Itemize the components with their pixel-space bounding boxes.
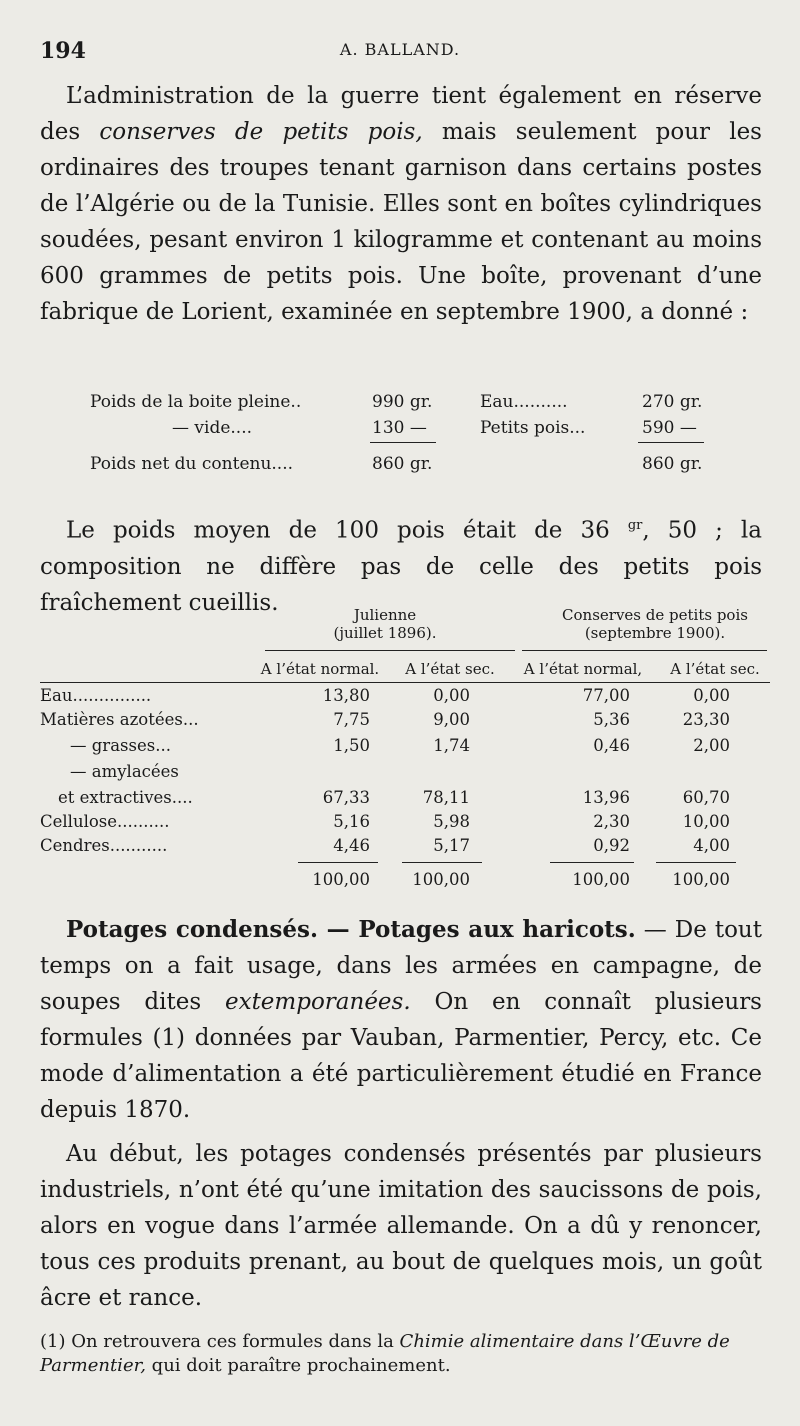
sum-rule — [298, 862, 378, 863]
sum-rule — [402, 862, 482, 863]
cell-value: 67,33 — [322, 788, 370, 807]
paragraph-text: Le poids moyen de 100 pois était de 36 — [66, 517, 628, 544]
cell-value: 2,30 — [593, 812, 630, 831]
cell-value: 4,00 — [693, 836, 730, 855]
footnote-text: qui doit paraître prochainement. — [145, 1355, 451, 1376]
running-head: A. BALLAND. — [339, 40, 461, 59]
total-value: 100,00 — [312, 870, 370, 889]
group-rule — [522, 650, 767, 651]
italic-term: extemporanées. — [224, 989, 411, 1015]
paragraph-text: , 50 ; la composition ne diffère pas de celle des petits pois fraîchement cueillis. — [40, 517, 762, 616]
cell-value: 1,74 — [433, 736, 470, 755]
sum-rule — [550, 862, 634, 863]
cell-value: 2,00 — [693, 736, 730, 755]
row-label: et extractives.... — [58, 788, 193, 807]
cell-value: 1,50 — [333, 736, 370, 755]
row-label: Cendres........... — [40, 836, 168, 855]
italic-term: conserves de petits pois, — [99, 119, 423, 145]
page-number: 194 — [40, 38, 86, 64]
row-label: — amylacées — [70, 762, 179, 781]
footnote — [40, 1330, 780, 1378]
paragraph-potages-condenses — [40, 912, 762, 1128]
paragraph-text: mais seulement pour les ordinaires des troupes tenant garnison dans certains postes de l’Algérie ou de la Tunisie. Elles sont en boîtes cylindriques soudées, pesant environ 1 kilogramme et contenant au moins 600 grammes de petits pois. Une boîte, provenant d’une fabrique de Lorient, examinée en septembre 1900, a donné : — [40, 119, 762, 325]
row-value: 130 — — [372, 418, 427, 438]
cell-value: 0,00 — [693, 686, 730, 705]
row-value: 860 gr. — [372, 454, 433, 474]
paragraph-text: — De tout temps on a fait usage, dans les armées en campagne, de soupes dites — [40, 917, 762, 1015]
row-value-2: 270 gr. — [642, 392, 703, 412]
cell-value: 0,00 — [433, 686, 470, 705]
cell-value: 60,70 — [682, 788, 730, 807]
column-header: A l’état normal. — [260, 660, 380, 678]
total-value: 100,00 — [672, 870, 730, 889]
table-row — [90, 454, 710, 482]
row-value-2: 590 — — [642, 418, 697, 438]
column-header: A l’état sec. — [670, 660, 760, 678]
row-label: Eau............... — [40, 686, 152, 705]
sum-rule — [656, 862, 736, 863]
cell-value: 0,46 — [593, 736, 630, 755]
table-row — [90, 392, 710, 420]
section-heading: Potages condensés. — Potages aux haricots. — [66, 916, 636, 943]
cell-value: 13,80 — [322, 686, 370, 705]
row-label: — grasses... — [70, 736, 171, 755]
paragraph-text: L’administration de la guerre tient également en réserve des — [40, 83, 762, 145]
italic-term: Chimie alimentaire dans l’Œuvre de Parmentier, — [40, 1331, 730, 1376]
row-value-2: 860 gr. — [642, 454, 703, 474]
cell-value: 78,11 — [422, 788, 470, 807]
footnote-text: (1) On retrouvera ces formules dans la — [40, 1331, 400, 1352]
cell-value: 10,00 — [682, 812, 730, 831]
column-header: A l’état normal, — [523, 660, 643, 678]
group-header-julienne: Julienne (juillet 1896). — [333, 606, 437, 642]
cell-value: 9,00 — [433, 710, 470, 729]
unit-superscript: gr — [627, 518, 643, 533]
total-value: 100,00 — [412, 870, 470, 889]
cell-value: 0,92 — [593, 836, 630, 855]
row-label: Cellulose.......... — [40, 812, 170, 831]
cell-value: 5,17 — [433, 836, 470, 855]
paragraph-text: Au début, les potages condensés présentés par plusieurs industriels, n’ont été qu’une imitation des saucissons de pois, alors en vogue dans l’armée allemande. On a dû y renoncer, tous ces produits prenant, au bout de quelques mois, un goût âcre et rance. — [40, 1141, 762, 1311]
paragraph-conserves-petits-pois — [40, 78, 762, 330]
cell-value: 5,98 — [433, 812, 470, 831]
row-value: 990 gr. — [372, 392, 433, 412]
cell-value: 5,16 — [333, 812, 370, 831]
sum-rule — [370, 442, 436, 443]
row-label: Poids de la boite pleine.. — [90, 392, 302, 412]
header-rule — [40, 682, 770, 683]
cell-value: 5,36 — [593, 710, 630, 729]
sum-rule — [638, 442, 704, 443]
row-label-2: Petits pois... — [480, 418, 586, 438]
row-label-2: Eau.......... — [480, 392, 568, 412]
paragraph-poids-moyen — [40, 508, 762, 621]
paragraph-text: On en connaît plusieurs formules (1) données par Vauban, Parmentier, Percy, etc. Ce mode d’alimentation a été particulièrement étudié en France depuis 1870. — [40, 989, 762, 1123]
paragraph-au-debut — [40, 1136, 762, 1316]
cell-value: 4,46 — [333, 836, 370, 855]
cell-value: 77,00 — [582, 686, 630, 705]
cell-value: 7,75 — [333, 710, 370, 729]
column-header: A l’état sec. — [405, 660, 495, 678]
cell-value: 13,96 — [582, 788, 630, 807]
cell-value: 23,30 — [682, 710, 730, 729]
page-header — [40, 34, 760, 64]
row-label: — vide.... — [172, 418, 253, 438]
row-label: Matières azotées... — [40, 710, 199, 729]
total-value: 100,00 — [572, 870, 630, 889]
group-header-conserves: Conserves de petits pois (septembre 1900). — [562, 606, 748, 642]
row-label: Poids net du contenu.... — [90, 454, 294, 474]
group-rule — [265, 650, 515, 651]
